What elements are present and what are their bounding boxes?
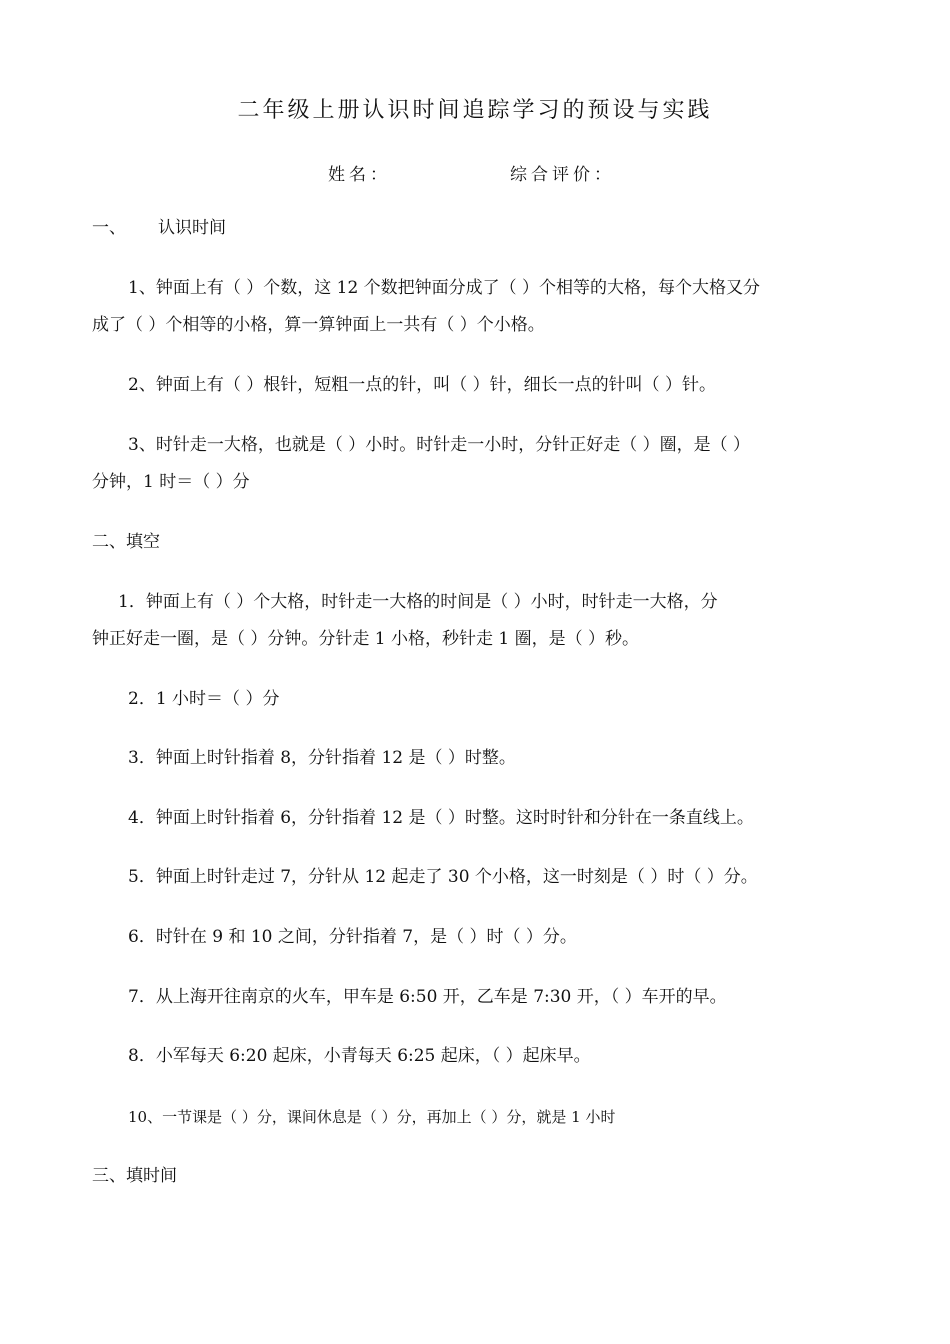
s2-question8: 8．小军每天 6:20 起床，小青每天 6:25 起床，（ ）起床早。 [128,1046,591,1066]
s2-question1-line1: 1．钟面上有（ ）个大格，时针走一大格的时间是（ ）小时，时针走一大格，分 [118,592,718,612]
s2-question2: 2．1 小时＝（ ）分 [128,689,280,709]
s2-question6: 6．时针在 9 和 10 之间，分针指着 7，是（ ）时（ ）分。 [128,927,577,947]
s2-question1-line2: 钟正好走一圈，是（ ）分钟。分针走 1 小格，秒针走 1 圈，是（ ）秒。 [92,629,640,649]
section3-heading: 三、填时间 [92,1166,177,1186]
s1-question2: 2、钟面上有（ ）根针，短粗一点的针，叫（ ）针，细长一点的针叫（ ）针。 [128,375,717,395]
s2-question10: 10、一节课是（ ）分，课间休息是（ ）分，再加上（ ）分，就是 1 小时 [128,1108,616,1126]
section2-heading: 二、填空 [92,532,160,552]
s1-question3-line2: 分钟，1 时＝（ ）分 [92,472,250,492]
s1-question3-line1: 3、时针走一大格，也就是（ ）小时。时针走一小时，分针正好走（ ）圈，是（ ） [128,435,751,455]
s2-question7: 7．从上海开往南京的火车，甲车是 6:50 开，乙车是 7:30 开，（ ）车开的早。 [128,987,727,1007]
section1-heading: 认识时间 [158,218,226,238]
evaluation-label: 综合评价： [510,165,615,185]
s2-question3: 3．钟面上时针指着 8，分针指着 12 是（ ）时整。 [128,748,516,768]
page-title: 二年级上册认识时间追踪学习的预设与实践 [237,98,713,123]
name-label: 姓名： [328,165,391,185]
s2-question4: 4．钟面上时针指着 6，分针指着 12 是（ ）时整。这时时针和分针在一条直线上。 [128,808,754,828]
s1-question1-line1: 1、钟面上有（ ）个数，这 12 个数把钟面分成了（ ）个相等的大格，每个大格又分 [128,278,761,298]
s2-question5: 5．钟面上时针走过 7，分针从 12 起走了 30 个小格，这一时刻是（ ）时（ ）分。 [128,867,758,887]
s1-question1-line2: 成了（ ）个相等的小格，算一算钟面上一共有（ ）个小格。 [92,315,545,335]
section1-heading-number: 一、 [92,218,126,238]
